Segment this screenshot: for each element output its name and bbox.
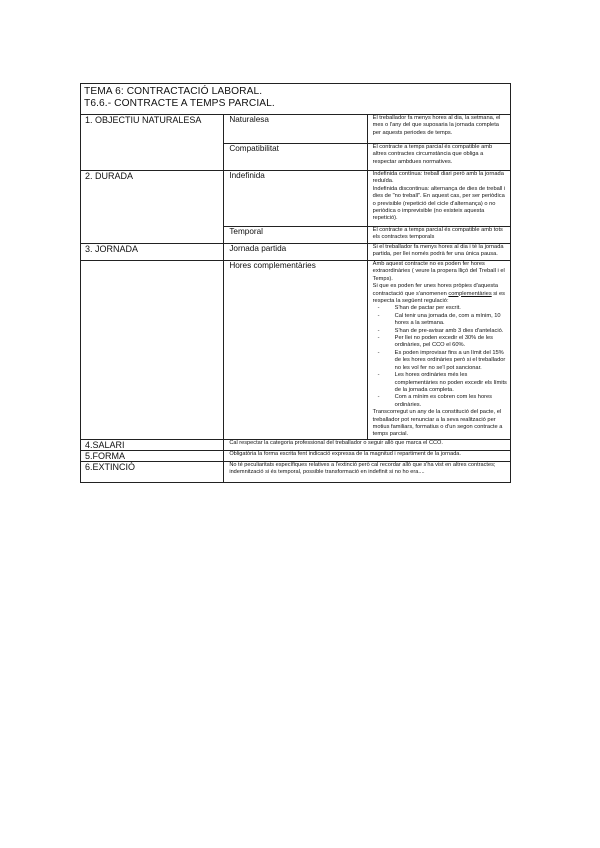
hores-paragraph-2: [373, 283, 507, 305]
section-label-jornada: 3. JORNADA: [81, 244, 224, 261]
subsection-compatibilitat: Compatibilitat: [224, 144, 367, 171]
indefinida-continua-text: Indefinida contínua: treball diari però amb la jornada reduïda.: [372, 171, 504, 185]
table-header-row: [81, 84, 511, 115]
table-row: [81, 461, 511, 482]
hores-complementaries-text: [367, 261, 510, 440]
table-row: [81, 171, 511, 227]
hores-p2-start: Si que es poden fer unes hores pròpies d'aquesta contractació que s'anomenen: [372, 283, 499, 297]
temporal-text: El contracte a temps parcial és compatible amb tots els contractes temporals: [367, 227, 510, 244]
forma-text: Obligatòria la forma escrita fent indicació expressa de la magnitud i repartiment de la jornada.: [224, 450, 511, 461]
list-item: - Per llei no poden excedir el 30% de les ordinàries, pel CCO el 60%.: [395, 335, 507, 350]
jornada-partida-text: Si el treballador fa menys hores al dia i té la jornada partida, per llei només podrà fer una única pausa.: [367, 244, 510, 261]
salari-text: Cal respectar la categoria professional del treballador o seguir allò que marca el CCO.: [224, 439, 511, 450]
table-row: [81, 244, 511, 261]
contract-table: [80, 83, 511, 483]
regulation-list: [373, 305, 507, 409]
compatibilitat-text: El contracte a temps parcial és compatible amb altres contractes circumstància que obliga a respectar ambdues normatives.: [367, 144, 510, 171]
document-sheet: [80, 83, 511, 483]
section-label-durada: 2. DURADA: [81, 171, 224, 244]
complementaries-term: complementàries: [448, 290, 492, 297]
naturalesa-text: El treballador fa menys hores al dia, la setmana, el mes o l'any del que suposaria la jornada completa per aquests periodes de temps.: [367, 115, 510, 144]
list-item: - S'han de pactar per escrit.: [395, 305, 507, 312]
list-item: - Les hores ordinàries més les complementàries no poden excedir els límits de la jornada completa.: [395, 372, 507, 394]
section-label-salari: 4.SALARI: [81, 439, 224, 450]
extincio-text: No té peculiaritats específiques relatives a l'extinció però cal recordar allò que s'ha vist en altres contractes; indemnització si és temporal, possible transformació en indefinit si no ho era....: [224, 461, 511, 482]
section-label-extincio: 6.EXTINCIÓ: [81, 461, 224, 482]
section-label-objectiu: 1. OBJECTIU NATURALESA: [81, 115, 224, 171]
section-label-forma: 5.FORMA: [81, 450, 224, 461]
empty-cell: [81, 261, 224, 440]
list-item: - S'han de pre-avisar amb 3 dies d'antelació.: [395, 328, 507, 335]
topic-title: TEMA 6: CONTRACTACIÓ LABORAL.: [84, 86, 263, 97]
subsection-hores-complementaries: Hores complementàries: [224, 261, 367, 440]
hores-paragraph-3: Transcorregut un any de la constitució del pacte, el treballador pot renunciar a la seva realització per motius familiars, formatius o d'un segon contracte a temps parcial.: [372, 409, 503, 438]
indefinida-text: [367, 171, 510, 227]
hores-p2-end: si es respecta la següent regulació:: [372, 290, 505, 305]
table-row: [81, 439, 511, 450]
subsection-indefinida: Indefinida: [224, 171, 367, 227]
subsection-naturalesa: Naturalesa: [224, 115, 367, 144]
list-item: - Cal tenir una jornada de, com a mínim, 10 hores a la setmana.: [395, 313, 507, 328]
subsection-temporal: Temporal: [224, 227, 367, 244]
hores-paragraph-1: Amb aquest contracte no es poden fer hores extraordinàries ( veure la propera lliçó del Treball i el Temps).: [372, 261, 505, 282]
lesson-title: T6.6.- CONTRACTE A TEMPS PARCIAL.: [84, 98, 275, 109]
table-row: [81, 115, 511, 144]
table-row: [81, 261, 511, 440]
subsection-jornada-partida: Jornada partida: [224, 244, 367, 261]
table-header: [81, 84, 511, 115]
list-item: - Es poden improvisar fins a un límit del 15% de les hores ordinàries però si el treballador no les vol fer no se'l pot sancionar.: [395, 350, 507, 372]
table-row: [81, 450, 511, 461]
list-item: - Com a mínim es cobren com les hores ordinàries.: [395, 394, 507, 409]
indefinida-discontinua-text: Indefinida discontinua: alternança de dies de treball i dies de "no treball". En aquest cas, per ser periòdica o previsible (repetició del cicle d'alternança) o no periòdica o imprevisible (no existeix aquesta repetició).: [372, 185, 506, 222]
